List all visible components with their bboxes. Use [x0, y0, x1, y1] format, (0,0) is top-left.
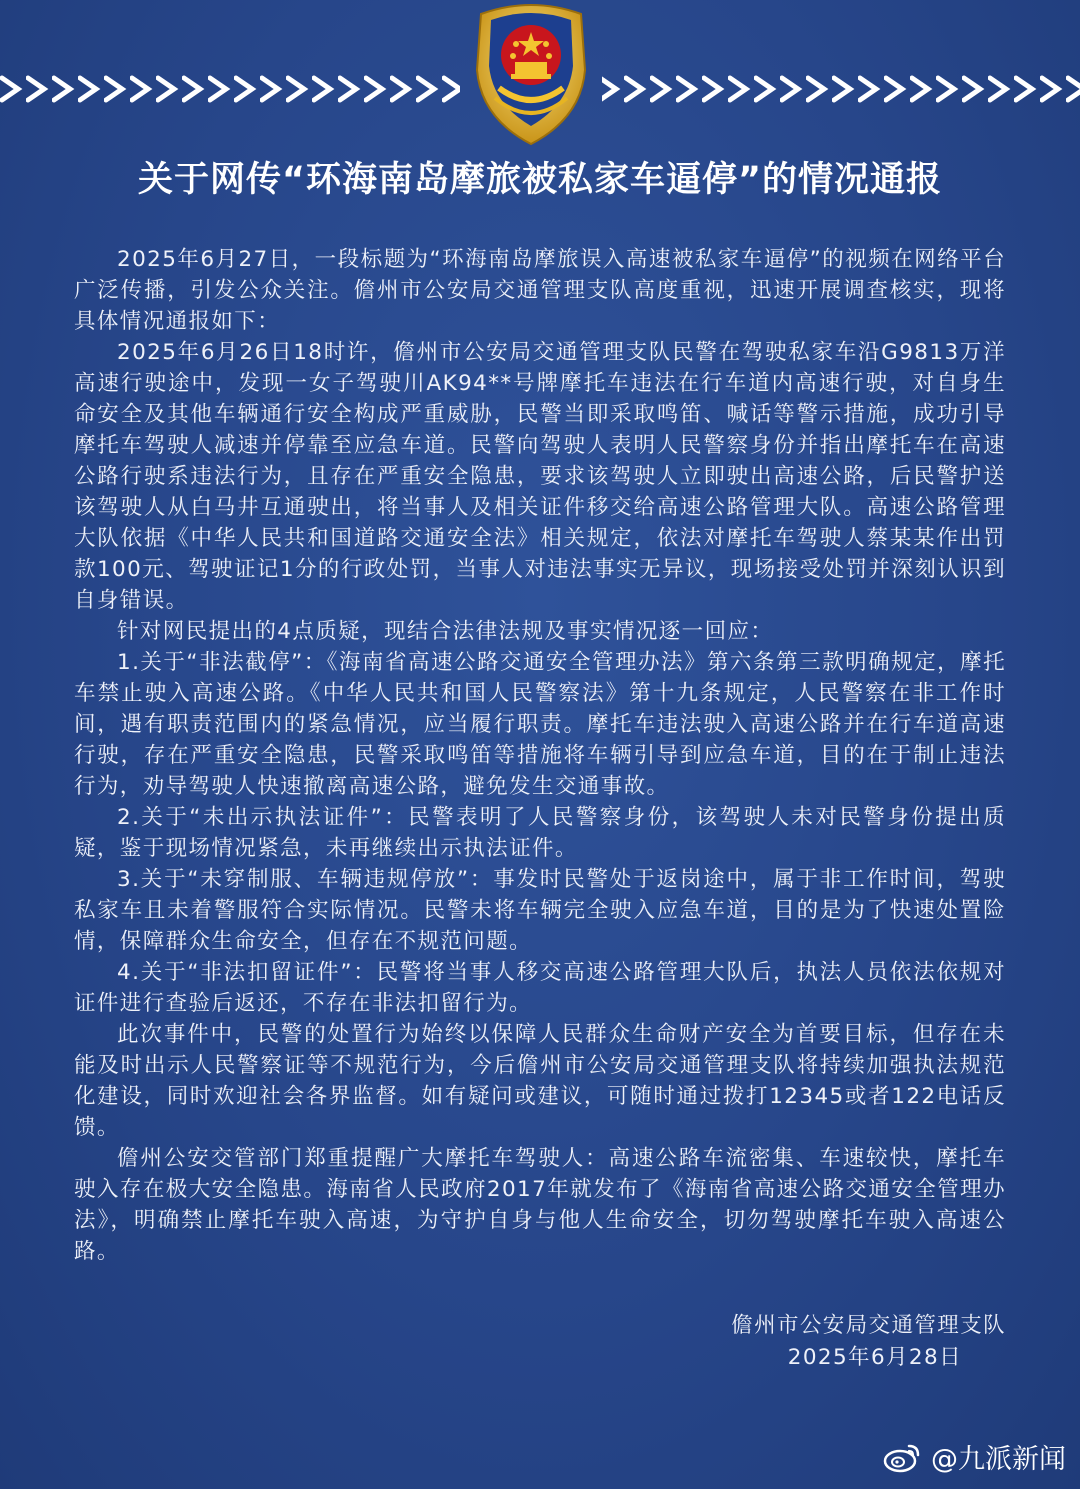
weibo-watermark — [883, 1437, 1066, 1476]
issue-date: 2025年6月28日 — [787, 1345, 962, 1370]
notice-paragraph: 2025年6月26日18时许，儋州市公安局交通管理支队民警在驾驶私家车沿G9813万洋高速行驶途中，发现一女子驾驶川AK94**号牌摩托车违法在行车道内高速行驶，对自身生命安全及其他车辆通行安全构成严重威胁，民警当即采取鸣笛、喊话等警示措施，成功引导摩托车驾驶人减速并停靠至应急车道。民警向驾驶人表明人民警察身份并指出摩托车在高速公路行驶系违法行为，且存在严重安全隐患，要求该驾驶人立即驶出高速公路，后民警护送该驾驶人从白马井互通驶出，将当事人及相关证件移交给高速公路管理大队。高速公路管理大队依据《中华人民共和国道路交通安全法》相关规定，依法对摩托车驾驶人蔡某某作出罚款100元、驾驶证记1分的行政处罚，当事人对违法事实无异议，现场接受处罚并深刻认识到自身错误。 — [74, 340, 1006, 613]
notice-paragraph: 2.关于“未出示执法证件”：民警表明了人民警察身份，该驾驶人未对民警身份提出质疑，鉴于现场情况紧急，未再继续出示执法证件。 — [74, 805, 1006, 861]
notice-title: 关于网传“环海南岛摩旅被私家车逼停”的情况通报 — [137, 160, 942, 200]
signature-block — [731, 1310, 1006, 1374]
notice-paragraph: 4.关于“非法扣留证件”：民警将当事人移交高速公路管理大队后，执法人员依法依规对证件进行查验后返还，不存在非法扣留行为。 — [74, 960, 1006, 1016]
notice-paragraph: 2025年6月27日，一段标题为“环海南岛摩旅误入高速被私家车逼停”的视频在网络平台广泛传播，引发公众关注。儋州市公安局交通管理支队高度重视，迅速开展调查核实，现将具体情况通报如下： — [74, 247, 1006, 334]
notice-paragraph: 儋州公安交管部门郑重提醒广大摩托车驾驶人：高速公路车流密集、车速较快，摩托车驶入存在极大安全隐患。海南省人民政府2017年就发布了《海南省高速公路交通安全管理办法》，明确禁止摩托车驶入高速，为守护自身与他人生命安全，切勿驾驶摩托车驶入高速公路。 — [74, 1146, 1006, 1264]
notice-paragraph: 此次事件中，民警的处置行为始终以保障人民群众生命财产安全为首要目标，但存在未能及时出示人民警察证等不规范行为，今后儋州市公安局交通管理支队将持续加强执法规范化建设，同时欢迎社会各界监督。如有疑问或建议，可随时通过拨打12345或者122电话反馈。 — [74, 1022, 1006, 1140]
police-emblem-icon — [461, 0, 601, 150]
notice-paragraph: 针对网民提出的4点质疑，现结合法律法规及事实情况逐一回应： — [117, 619, 774, 644]
watermark-text: @九派新闻 — [931, 1444, 1066, 1475]
notice-body — [74, 244, 1006, 1267]
notice-paragraph: 1.关于“非法截停”：《海南省高速公路交通安全管理办法》第六条第三款明确规定，摩托车禁止驶入高速公路。《中华人民共和国人民警察法》第十九条规定，人民警察在非工作时间，遇有职责范围内的紧急情况，应当履行职责。摩托车违法驶入高速公路并在行车道高速行驶，存在严重安全隐患，民警采取鸣笛等措施将车辆引导到应急车道，目的在于制止违法行为，劝导驾驶人快速撤离高速公路，避免发生交通事故。 — [74, 650, 1006, 799]
notice-paragraph: 3.关于“未穿制服、车辆违规停放”：事发时民警处于返岗途中，属于非工作时间，驾驶私家车且未着警服符合实际情况。民警未将车辆完全驶入应急车道，目的是为了快速处置险情，保障群众生命安全，但存在不规范问题。 — [74, 867, 1006, 954]
issuer: 儋州市公安局交通管理支队 — [731, 1313, 1006, 1338]
weibo-icon — [883, 1440, 923, 1474]
